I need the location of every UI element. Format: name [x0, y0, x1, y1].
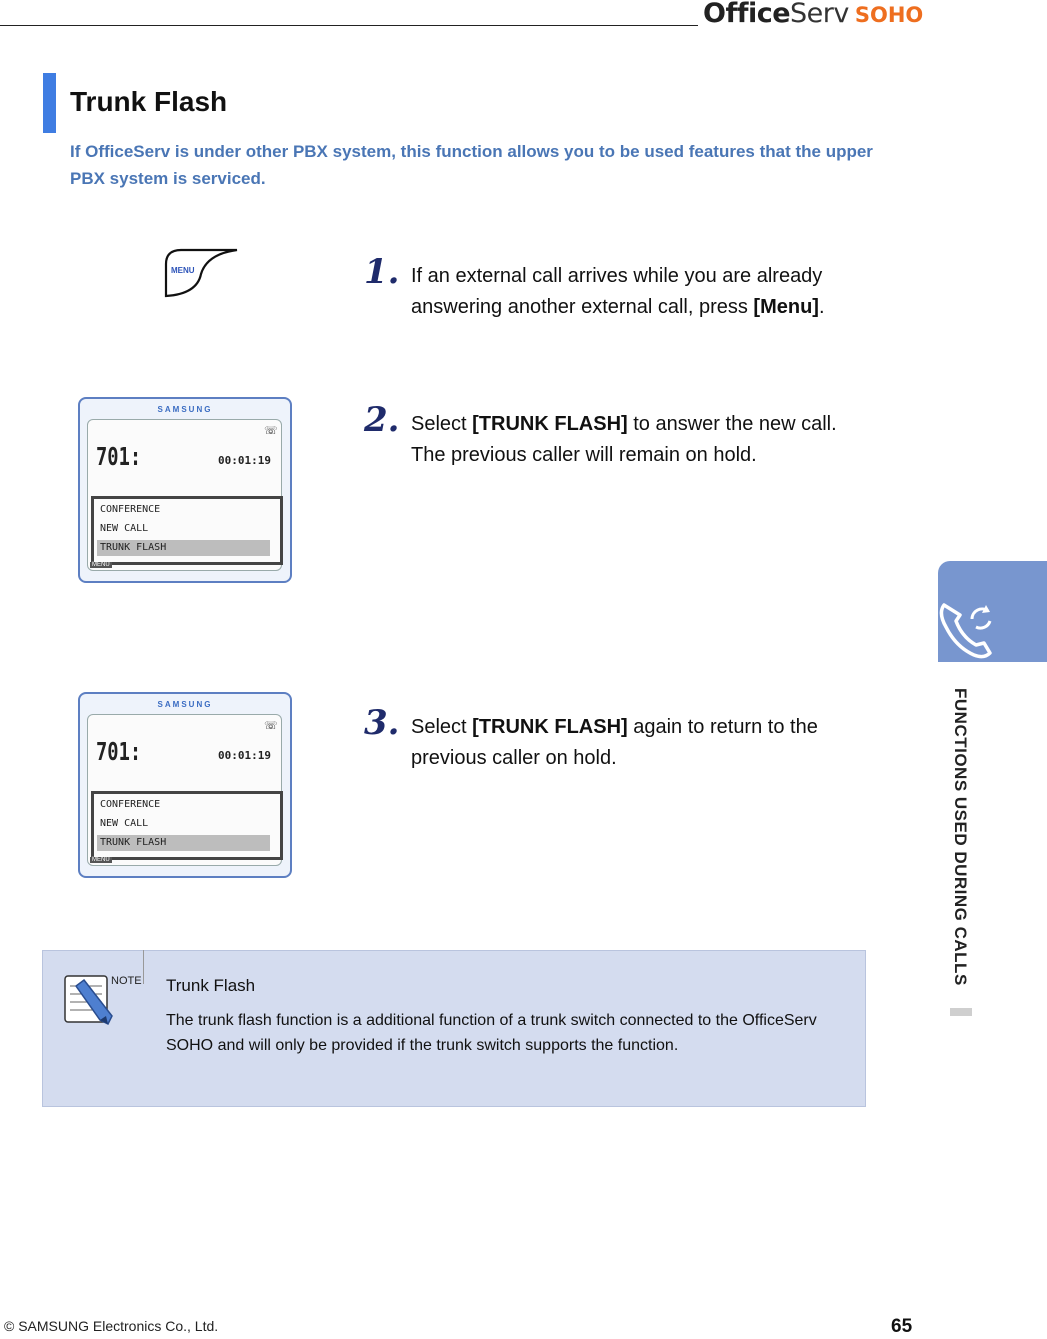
copyright: © SAMSUNG Electronics Co., Ltd. [4, 1318, 219, 1334]
step-2-text: Select [TRUNK FLASH] to answer the new call. The previous caller will remain on hold. [411, 413, 837, 466]
side-tab-label: FUNCTIONS USED DURING CALLS [951, 688, 970, 986]
extension-number: 701: [96, 737, 142, 766]
phone-brand: SAMSUNG [157, 700, 213, 709]
brand-serv: Serv [790, 0, 849, 29]
phone-lcd [87, 714, 282, 866]
extension-number: 701: [96, 442, 142, 471]
call-timer: 00:01:19 [218, 454, 271, 467]
note-title: Trunk Flash [166, 976, 256, 995]
menu-item-new-call[interactable]: NEW CALL [100, 818, 149, 829]
menu-item-trunk-flash[interactable]: TRUNK FLASH [97, 835, 270, 851]
call-status-icon: ☏ [264, 425, 278, 437]
brand-logo [703, 0, 923, 29]
section-intro: If OfficeServ is under other PBX system, this function allows you to be used features that the upper PBX system is serviced. [70, 142, 873, 188]
step-2-number: 2. [364, 400, 400, 440]
side-tab-marker [950, 1008, 972, 1016]
phone-screen-step-3 [78, 692, 292, 878]
menu-item-conference[interactable]: CONFERENCE [100, 799, 161, 810]
page-number: 65 [891, 1316, 913, 1337]
page-title: Trunk Flash [70, 86, 228, 117]
note-divider [143, 950, 144, 984]
brand-soho: SOHO [854, 3, 924, 27]
menu-key-icon [163, 246, 239, 298]
phone-screen-step-2 [78, 397, 292, 583]
step-3-text: Select [TRUNK FLASH] again to return to the previous caller on hold. [411, 716, 818, 769]
note-label: NOTE [111, 975, 142, 987]
step-1-text: If an external call arrives while you are already answering another external call, press [Menu]. [411, 265, 825, 318]
softkey-menu[interactable]: MENU [92, 857, 110, 863]
menu-key-reference: [Menu] [753, 296, 819, 318]
phone-brand: SAMSUNG [157, 405, 213, 414]
lcd-menu [91, 496, 283, 565]
menu-key-label: MENU [171, 266, 195, 275]
step-1-number: 1. [364, 252, 400, 292]
side-tab [938, 561, 1047, 662]
step-3-number: 3. [364, 703, 400, 743]
note-text: The trunk flash function is a additional function of a trunk switch connected to the OfficeServ SOHO and will only be provided if the trunk switch supports the function. [166, 1012, 817, 1054]
lcd-menu [91, 791, 283, 860]
phone-transfer-icon [938, 597, 998, 663]
softkey-menu[interactable]: MENU [92, 562, 110, 568]
menu-item-conference[interactable]: CONFERENCE [100, 504, 161, 515]
menu-item-new-call[interactable]: NEW CALL [100, 523, 149, 534]
call-status-icon: ☏ [264, 720, 278, 732]
brand-office: Office [703, 0, 791, 29]
menu-item-trunk-flash[interactable]: TRUNK FLASH [97, 540, 270, 556]
header-rule [0, 25, 698, 26]
call-timer: 00:01:19 [218, 749, 271, 762]
phone-lcd [87, 419, 282, 571]
title-accent-bar [43, 73, 56, 133]
